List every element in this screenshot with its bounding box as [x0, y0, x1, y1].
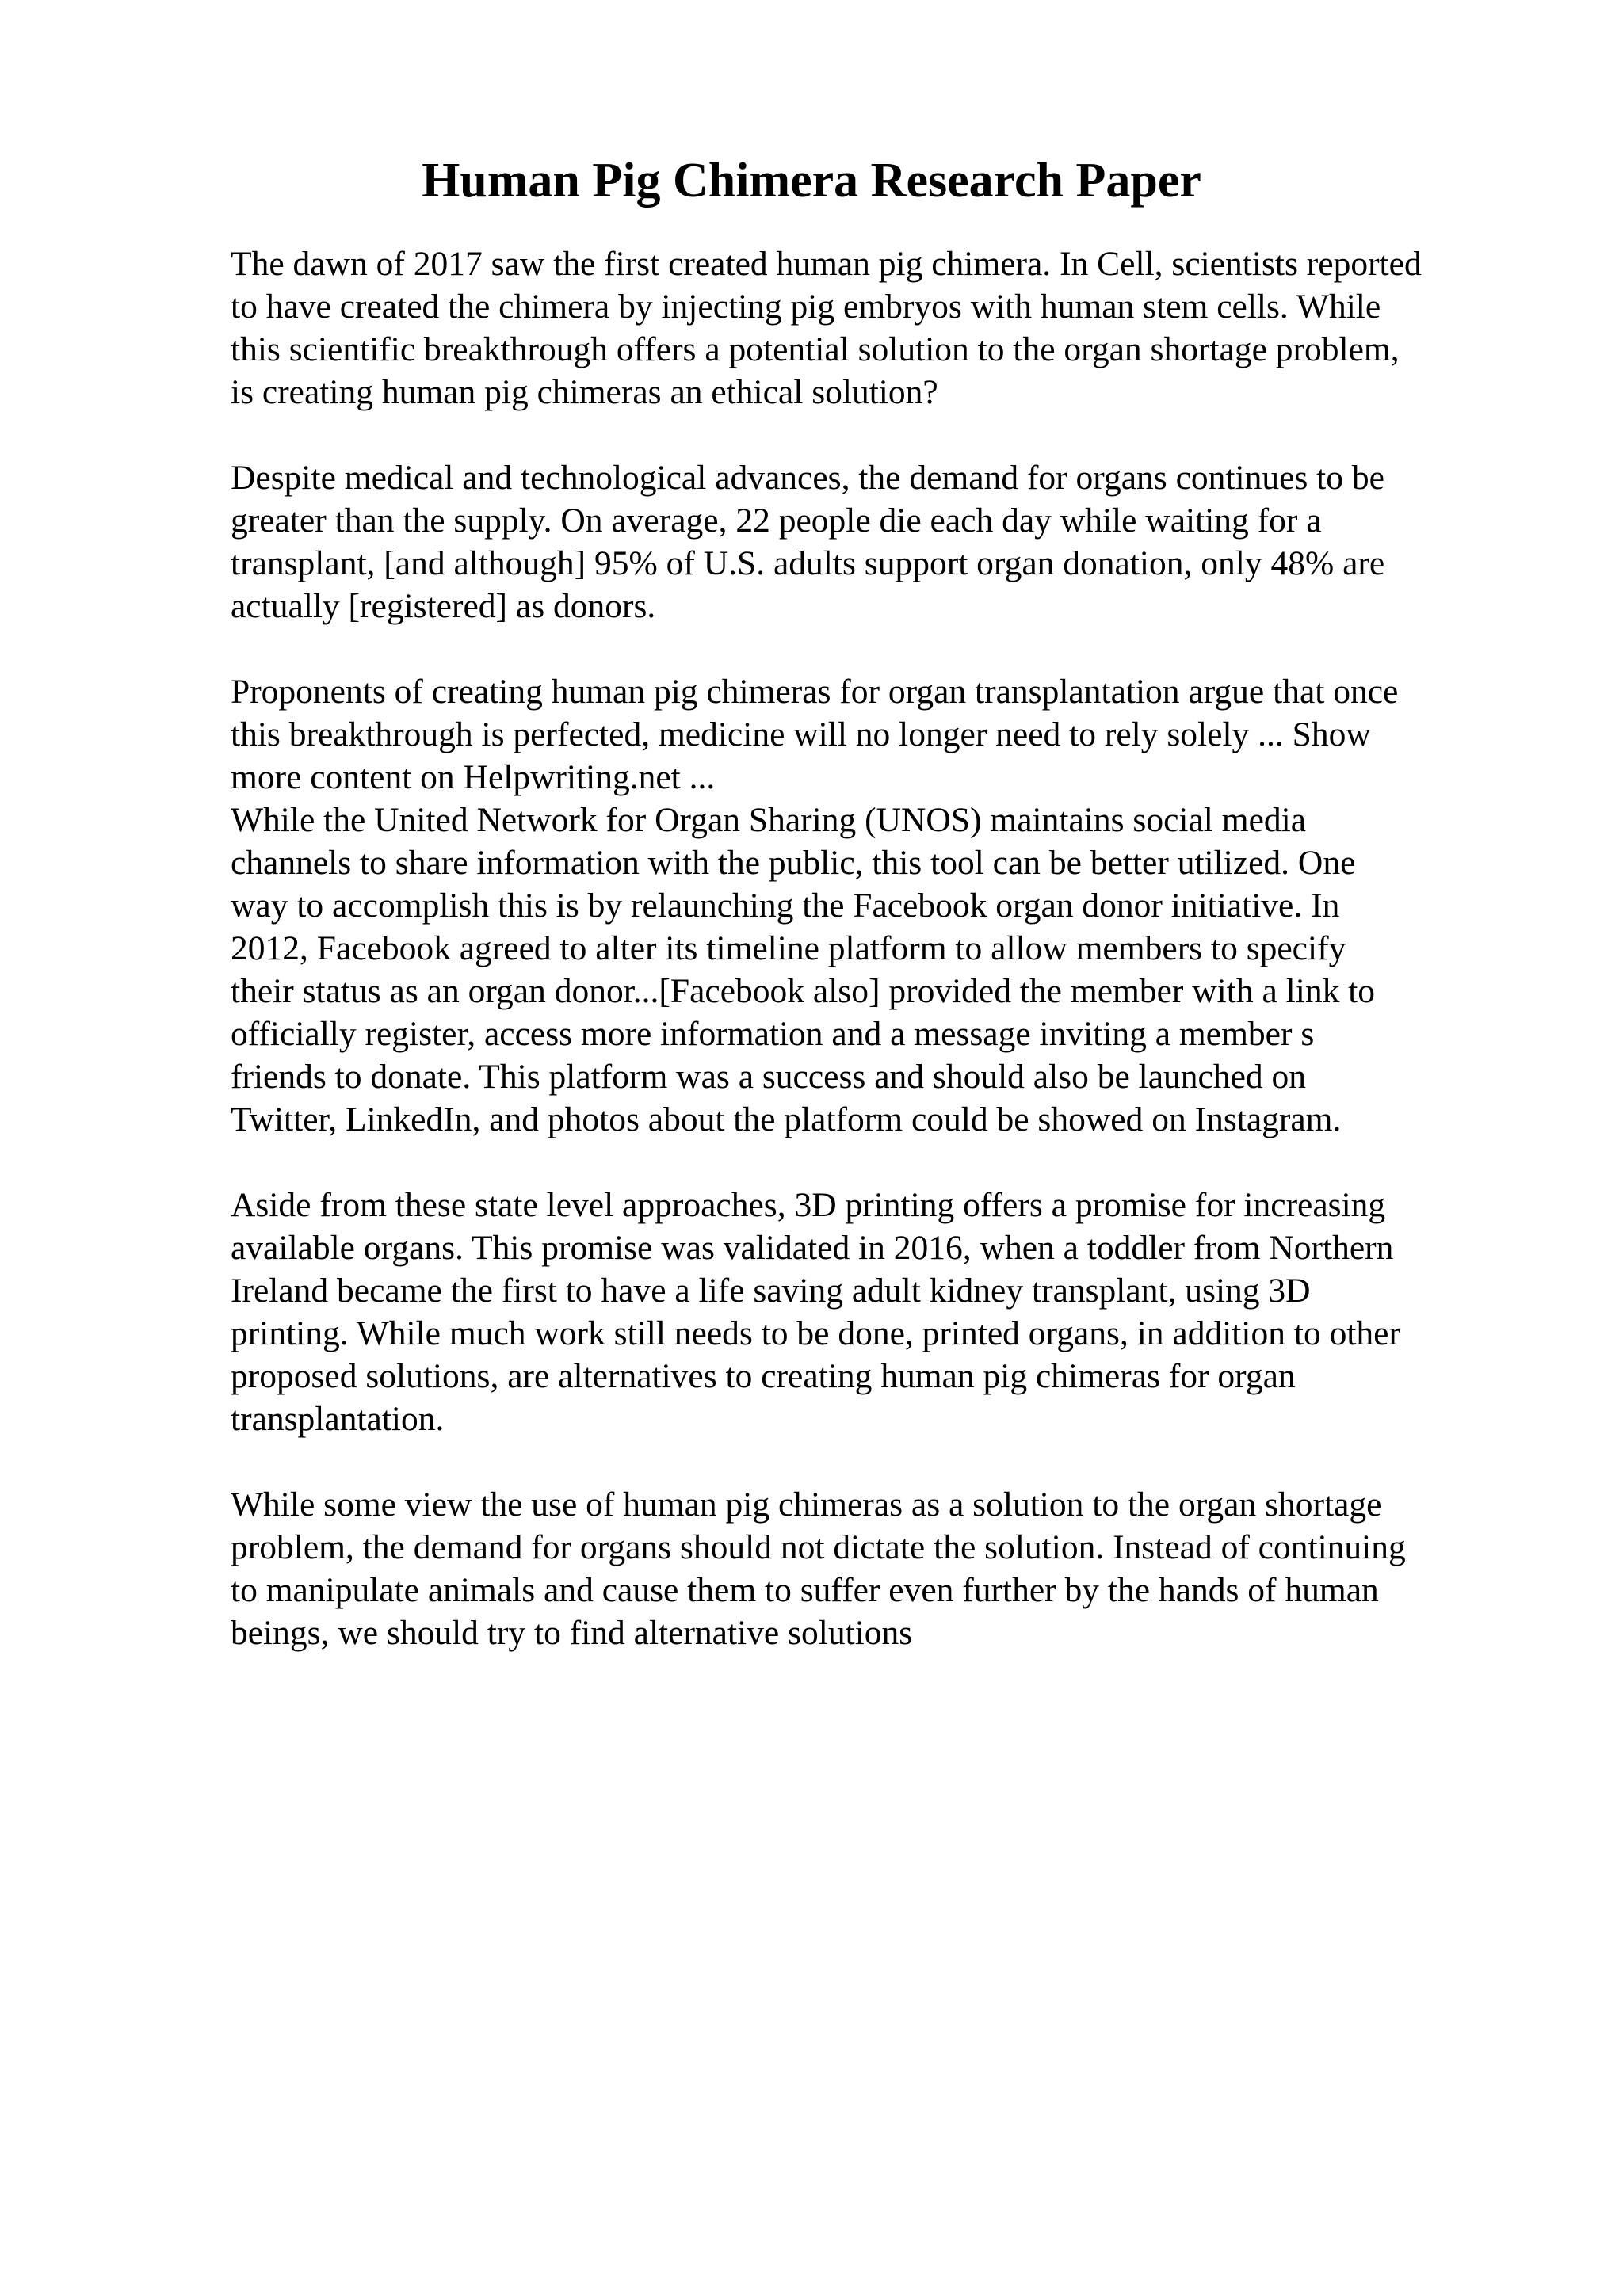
- text-line: 2012, Facebook agreed to alter its timeline platform to allow members to specify: [231, 929, 1346, 967]
- text-line: The dawn of 2017 saw the first created human pig chimera. In Cell, scientists reported: [231, 245, 1422, 283]
- text-line: this breakthrough is perfected, medicine will no longer need to rely solely ... Show: [231, 715, 1371, 753]
- document-title: Human Pig Chimera Research Paper: [422, 154, 1201, 208]
- text-line: is creating human pig chimeras an ethical solution?: [231, 373, 938, 411]
- text-line: Ireland became the first to have a life saving adult kidney transplant, using 3D: [231, 1272, 1311, 1310]
- paragraph-supply-demand: [231, 456, 1530, 627]
- text-line: proposed solutions, are alternatives to creating human pig chimeras for organ: [231, 1357, 1296, 1395]
- text-line: way to accomplish this is by relaunching the Facebook organ donor initiative. In: [231, 887, 1340, 925]
- text-line: While the United Network for Organ Sharing (UNOS) maintains social media: [231, 801, 1307, 839]
- text-line: printing. While much work still needs to be done, printed organs, in addition to other: [231, 1314, 1400, 1352]
- paragraph-3d-printing: [231, 1184, 1530, 1440]
- text-line: transplant, [and although] 95% of U.S. adults support organ donation, only 48% are: [231, 544, 1385, 582]
- text-line: officially register, access more information and a message inviting a member s: [231, 1015, 1315, 1053]
- text-line: friends to donate. This platform was a success and should also be launched on: [231, 1058, 1307, 1096]
- paragraph-intro: [231, 242, 1530, 414]
- text-line: actually [registered] as donors.: [231, 587, 656, 625]
- document-body: [231, 242, 1530, 1697]
- text-line: transplantation.: [231, 1400, 445, 1438]
- text-line: problem, the demand for organs should not dictate the solution. Instead of continuing: [231, 1528, 1406, 1566]
- text-line: channels to share information with the public, this tool can be better utilized. One: [231, 844, 1356, 882]
- text-line: beings, we should try to find alternative solutions: [231, 1614, 913, 1652]
- text-line: more content on Helpwriting.net ...: [231, 758, 716, 796]
- text-line: Aside from these state level approaches, 3D printing offers a promise for increasing: [231, 1186, 1386, 1224]
- text-line: to manipulate animals and cause them to suffer even further by the hands of human: [231, 1571, 1379, 1609]
- text-line: greater than the supply. On average, 22 people die each day while waiting for a: [231, 502, 1322, 540]
- text-line: this scientific breakthrough offers a potential solution to the organ shortage problem,: [231, 330, 1400, 368]
- text-line: Despite medical and technological advances, the demand for organs continues to be: [231, 459, 1384, 497]
- text-line: available organs. This promise was validated in 2016, when a toddler from Northern: [231, 1229, 1394, 1267]
- text-line: Twitter, LinkedIn, and photos about the platform could be showed on Instagram.: [231, 1100, 1342, 1138]
- text-line: While some view the use of human pig chimeras as a solution to the organ shortage: [231, 1486, 1382, 1524]
- text-line: their status as an organ donor...[Facebook also] provided the member with a link to: [231, 972, 1376, 1010]
- paragraph-conclusion: [231, 1483, 1530, 1654]
- text-line: to have created the chimera by injecting pig embryos with human stem cells. While: [231, 288, 1381, 326]
- paragraph-proponents: [231, 670, 1530, 799]
- text-line: Proponents of creating human pig chimeras for organ transplantation argue that once: [231, 673, 1399, 711]
- paragraph-unos: [231, 799, 1530, 1141]
